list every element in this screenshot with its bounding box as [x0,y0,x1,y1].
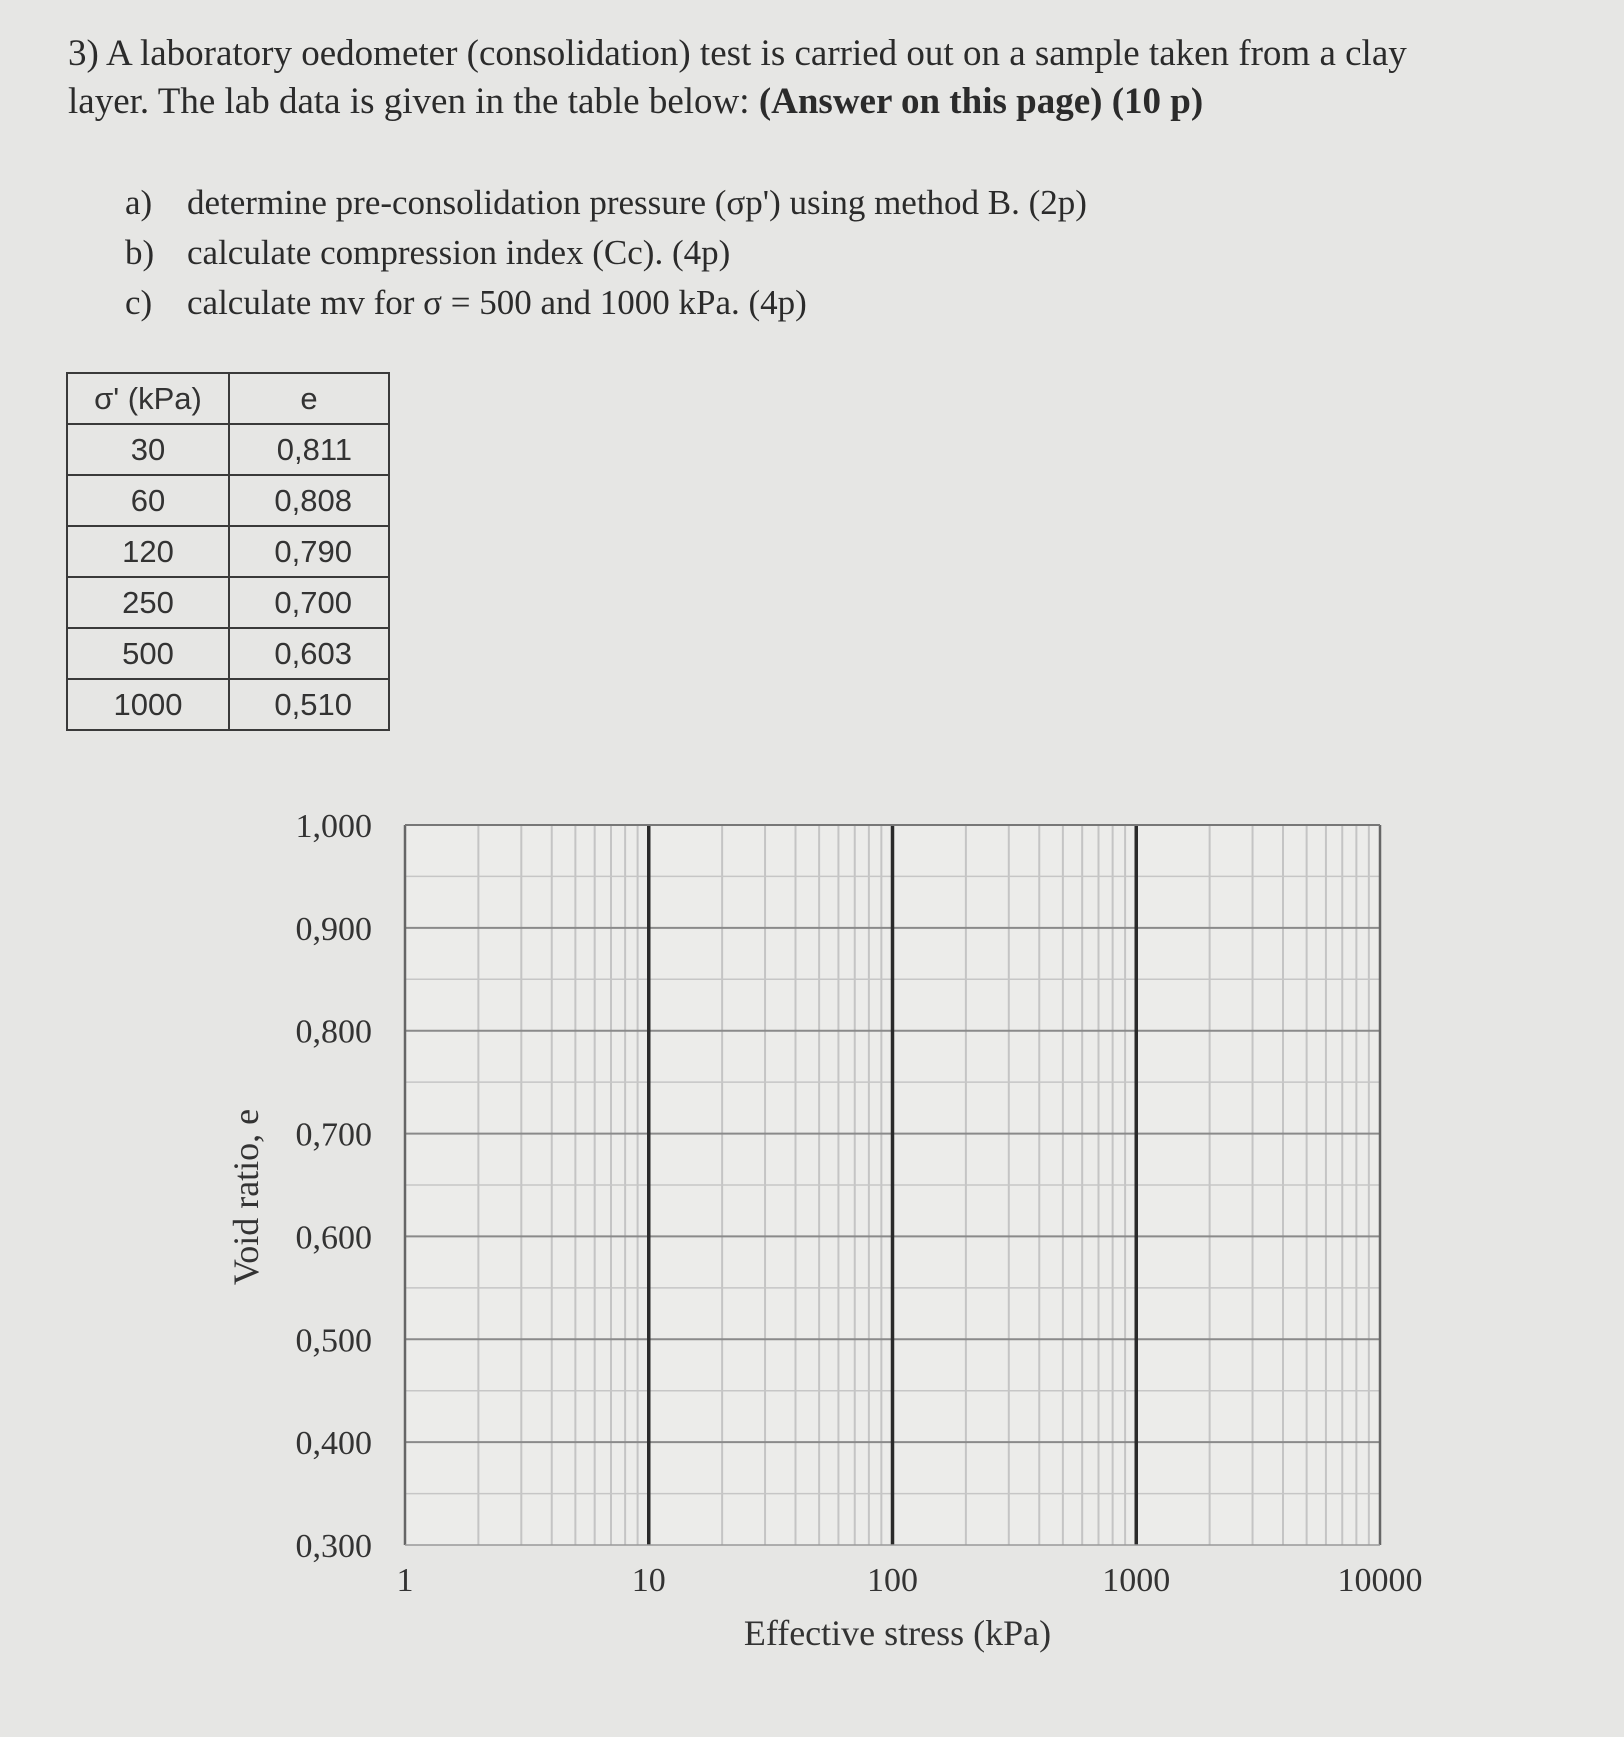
header-void-ratio: e [229,373,389,424]
subquestion-text: calculate compression index (Cc). (4p) [187,233,731,272]
subquestion-label: a) [125,183,153,222]
void-ratio-cell: 0,510 [229,679,389,730]
question-line-2-text: layer. The lab data is given in the table below: [68,81,759,122]
stress-cell: 60 [67,475,229,526]
void-ratio-cell: 0,790 [229,526,389,577]
subquestion-label: b) [125,233,155,272]
y-tick-label: 0,300 [295,1528,372,1565]
x-tick-label: 1000 [1102,1562,1171,1599]
y-tick-label: 0,600 [295,1219,372,1257]
y-tick-label: 0,700 [295,1116,372,1154]
question-line-1: 3) A laboratory oedometer (consolidation) test is carried out on a sample taken from a clay [68,33,1407,74]
y-tick-label: 1,000 [295,808,372,845]
void-ratio-cell: 0,808 [229,475,389,526]
void-ratio-cell: 0,811 [229,424,389,475]
y-tick-label: 0,500 [295,1322,372,1360]
header-stress: σ' (kPa) [67,373,229,424]
x-tick-label: 10000 [1337,1562,1423,1599]
y-tick-label: 0,900 [295,910,372,948]
stress-cell: 120 [67,526,229,577]
y-tick-label: 0,800 [295,1013,372,1051]
x-tick-label: 1 [396,1562,414,1599]
void-ratio-cell: 0,603 [229,628,389,679]
x-axis-label: Effective stress (kPa) [743,1613,1052,1653]
stress-cell: 1000 [67,679,229,730]
stress-cell: 30 [67,424,229,475]
y-axis-label: Void ratio, e [226,1108,266,1286]
stress-cell: 250 [67,577,229,628]
subquestion-text: determine pre-consolidation pressure (σp') using method B. (2p) [187,183,1087,222]
subquestion-text: calculate mv for σ = 500 and 1000 kPa. (4p) [187,283,807,322]
subquestion-label: c) [125,283,153,322]
void-ratio-cell: 0,700 [229,577,389,628]
question-instruction: (Answer on this page) (10 p) [758,81,1204,122]
x-tick-label: 100 [867,1562,918,1599]
stress-cell: 500 [67,628,229,679]
x-tick-label: 10 [631,1562,666,1599]
y-tick-label: 0,400 [295,1425,372,1463]
